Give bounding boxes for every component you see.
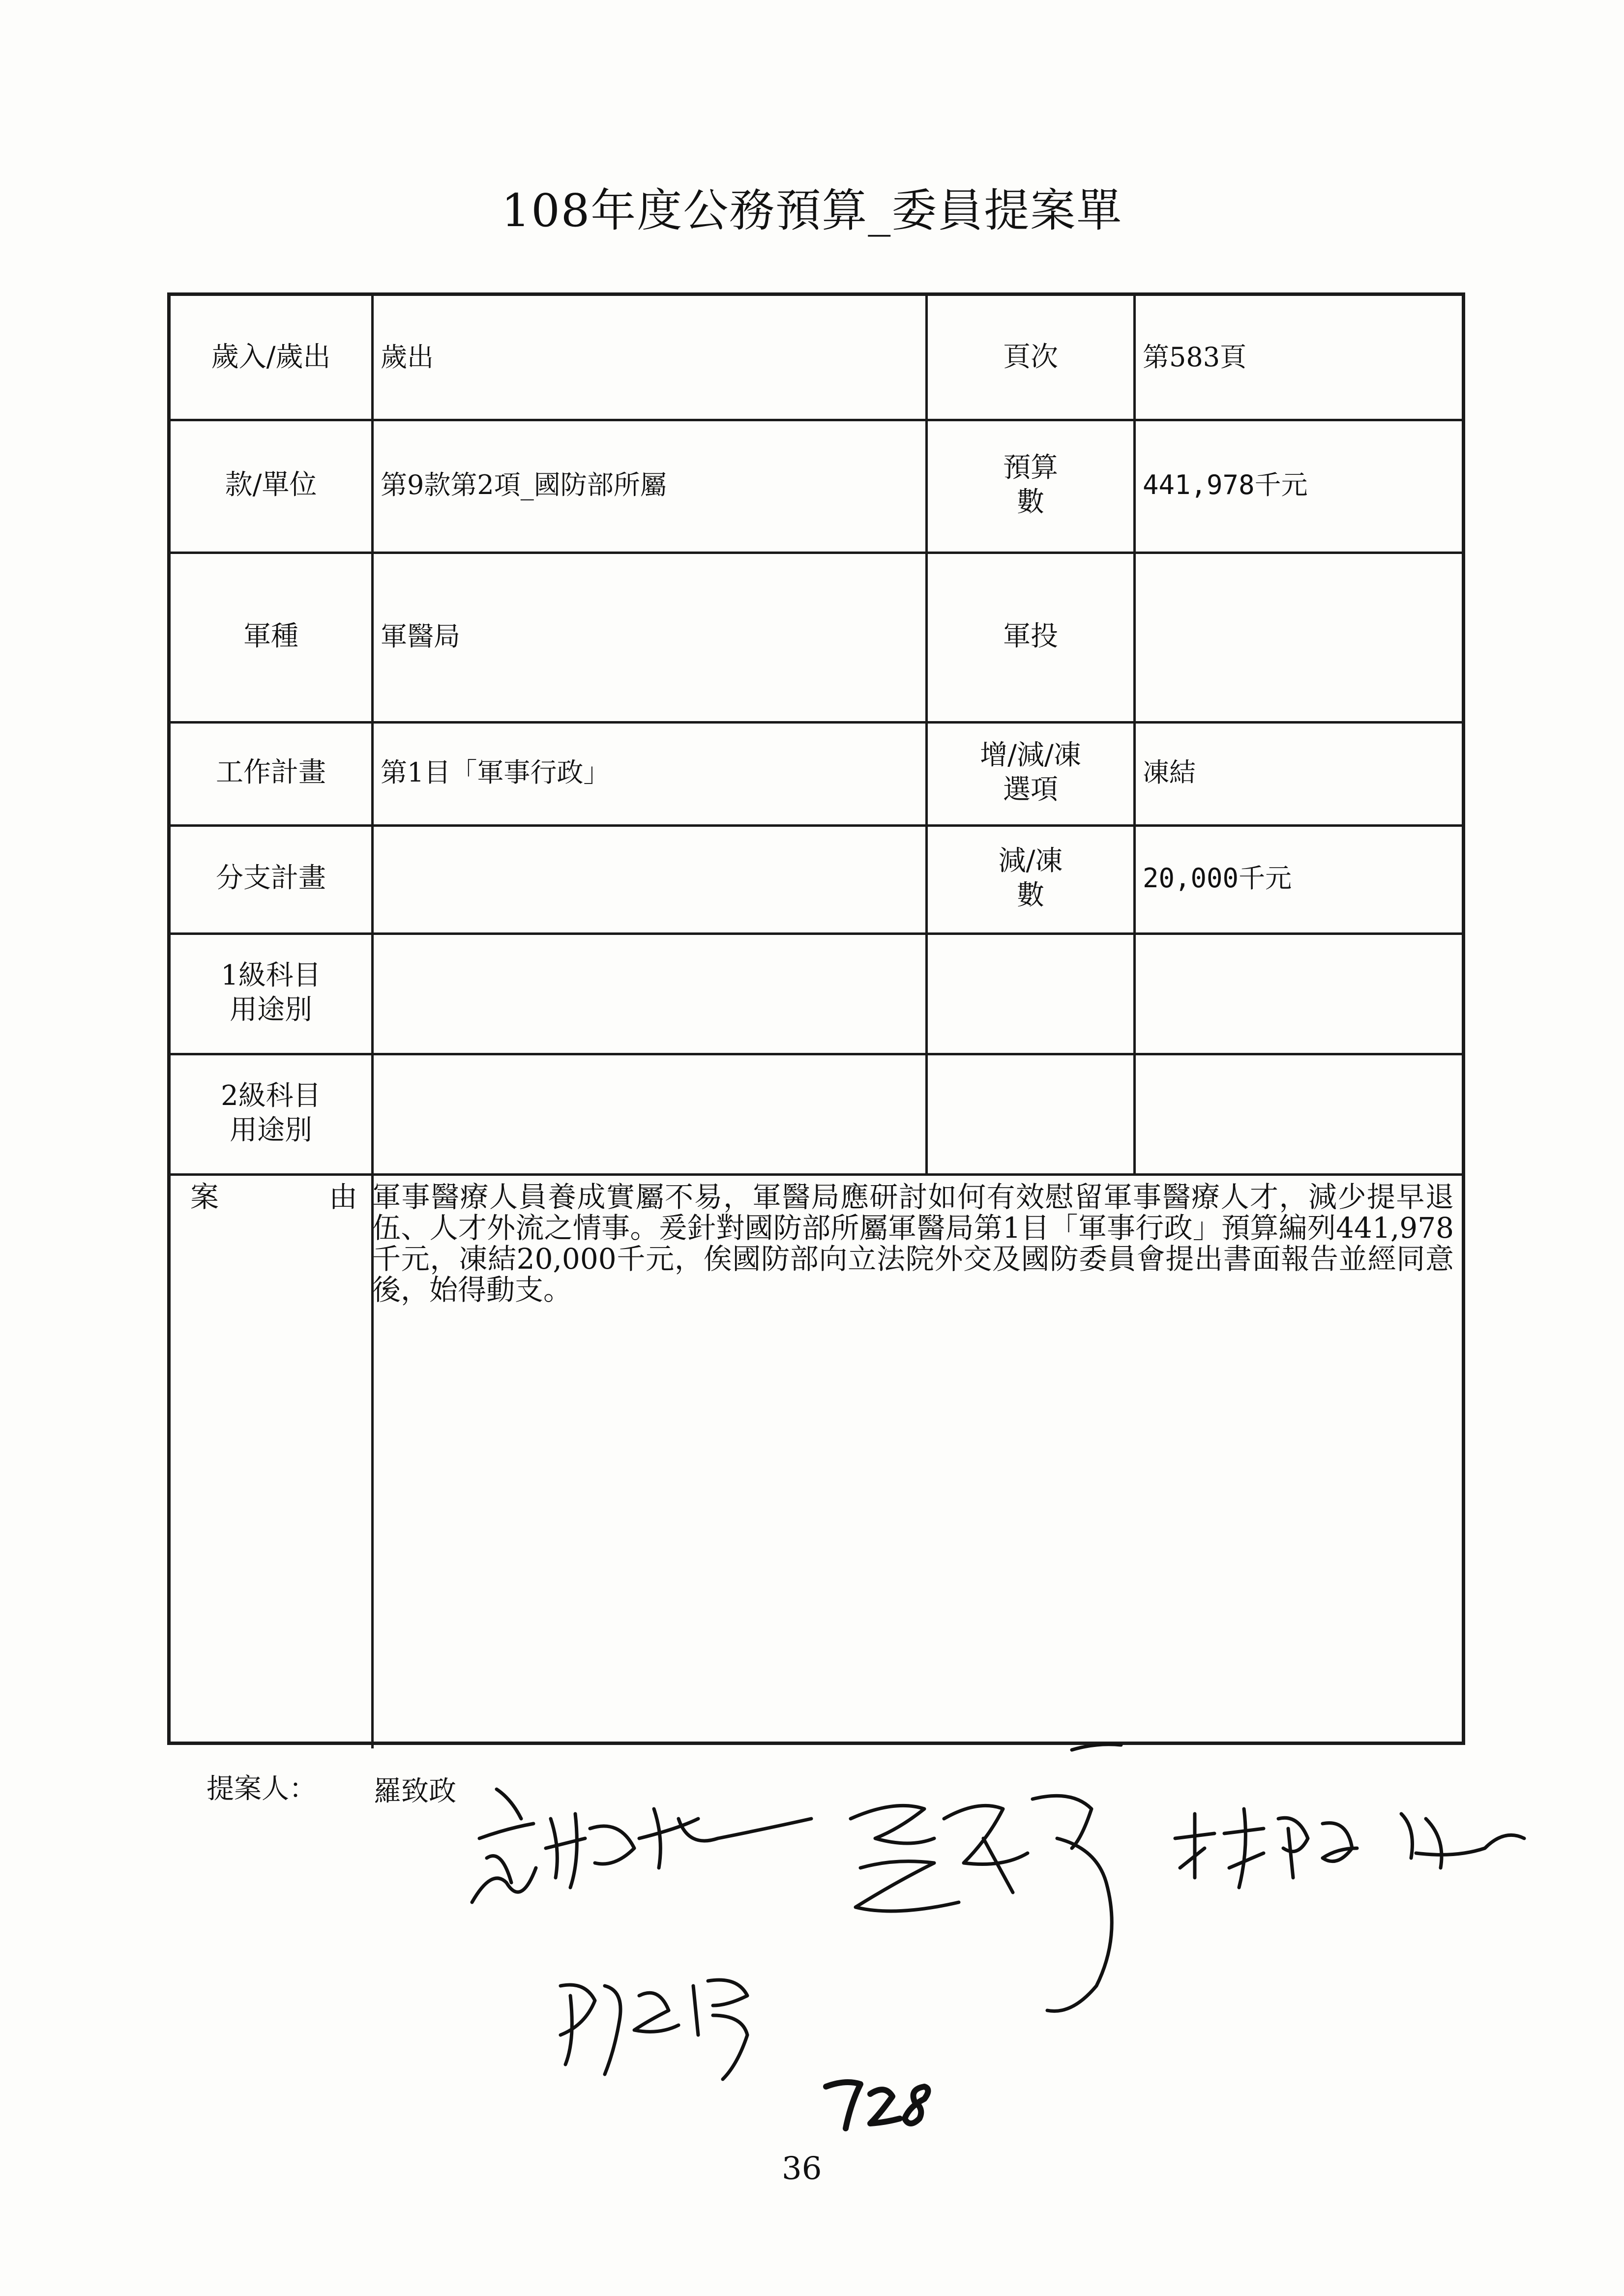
branch-plan-label: 分支計畫: [216, 862, 326, 894]
income-expense-label: 歲入/歲出: [211, 341, 331, 373]
budget-amount-label-line2: 數: [1017, 486, 1044, 518]
level1-label-line2: 用途別: [230, 993, 312, 1026]
service-label: 軍種: [243, 620, 298, 652]
proposer-label: 提案人：: [207, 1773, 317, 1805]
reason-label-char2: 由: [328, 1180, 357, 1214]
level1-label-line1: 1級科目: [221, 959, 321, 991]
budget-amount-label-line1: 預算: [1003, 452, 1058, 484]
option-value: 凍結: [1143, 757, 1196, 788]
budget-amount-value: 441,978千元: [1143, 469, 1308, 500]
work-plan-label: 工作計畫: [216, 756, 326, 788]
reduce-amount-label-line2: 數: [1017, 879, 1044, 911]
option-label-line1: 增/減/凍: [980, 739, 1081, 771]
level2-label-line2: 用途別: [230, 1114, 312, 1146]
military-invest-label: 軍投: [1003, 620, 1058, 652]
signature-4: [561, 1980, 747, 2079]
page-value: 第583頁: [1143, 342, 1247, 373]
page-title: 108年度公務預算_委員提案單: [501, 184, 1123, 237]
reduce-amount-value: 20,000千元: [1143, 863, 1292, 894]
reduce-amount-label-line1: 減/凍: [998, 845, 1063, 877]
page-label: 頁次: [1003, 341, 1058, 373]
level2-label-line1: 2級科目: [221, 1079, 321, 1112]
section-unit-label: 款/單位: [225, 469, 317, 501]
page-number: 36: [782, 2151, 822, 2187]
work-plan-value: 第1目「軍事行政」: [381, 757, 610, 788]
reason-text: 軍事醫療人員養成實屬不易，軍醫局應研討如何有效慰留軍事醫療人才，減少提早退伍、人才外流之情事。爰針對國防部所屬軍醫局第1目「軍事行政」預算編列441,978千元，凍結20,000千元，俟國防部向立法院外交及國防委員會提出書面報告並經同意後，始得動支。: [372, 1180, 1454, 1307]
signature-3: [1175, 1809, 1524, 1888]
income-expense-value: 歲出: [381, 342, 434, 373]
reason-label-char1: 案: [190, 1180, 219, 1214]
section-unit-value: 第9款第2項_國防部所屬: [381, 469, 667, 500]
option-label-line2: 選項: [1003, 774, 1058, 806]
service-value: 軍醫局: [381, 620, 460, 652]
signature-1: [472, 1789, 811, 1902]
signature-2: [851, 1744, 1121, 2011]
handwritten-number-728: [826, 2082, 928, 2128]
proposer-name: 羅致政: [374, 1775, 456, 1807]
